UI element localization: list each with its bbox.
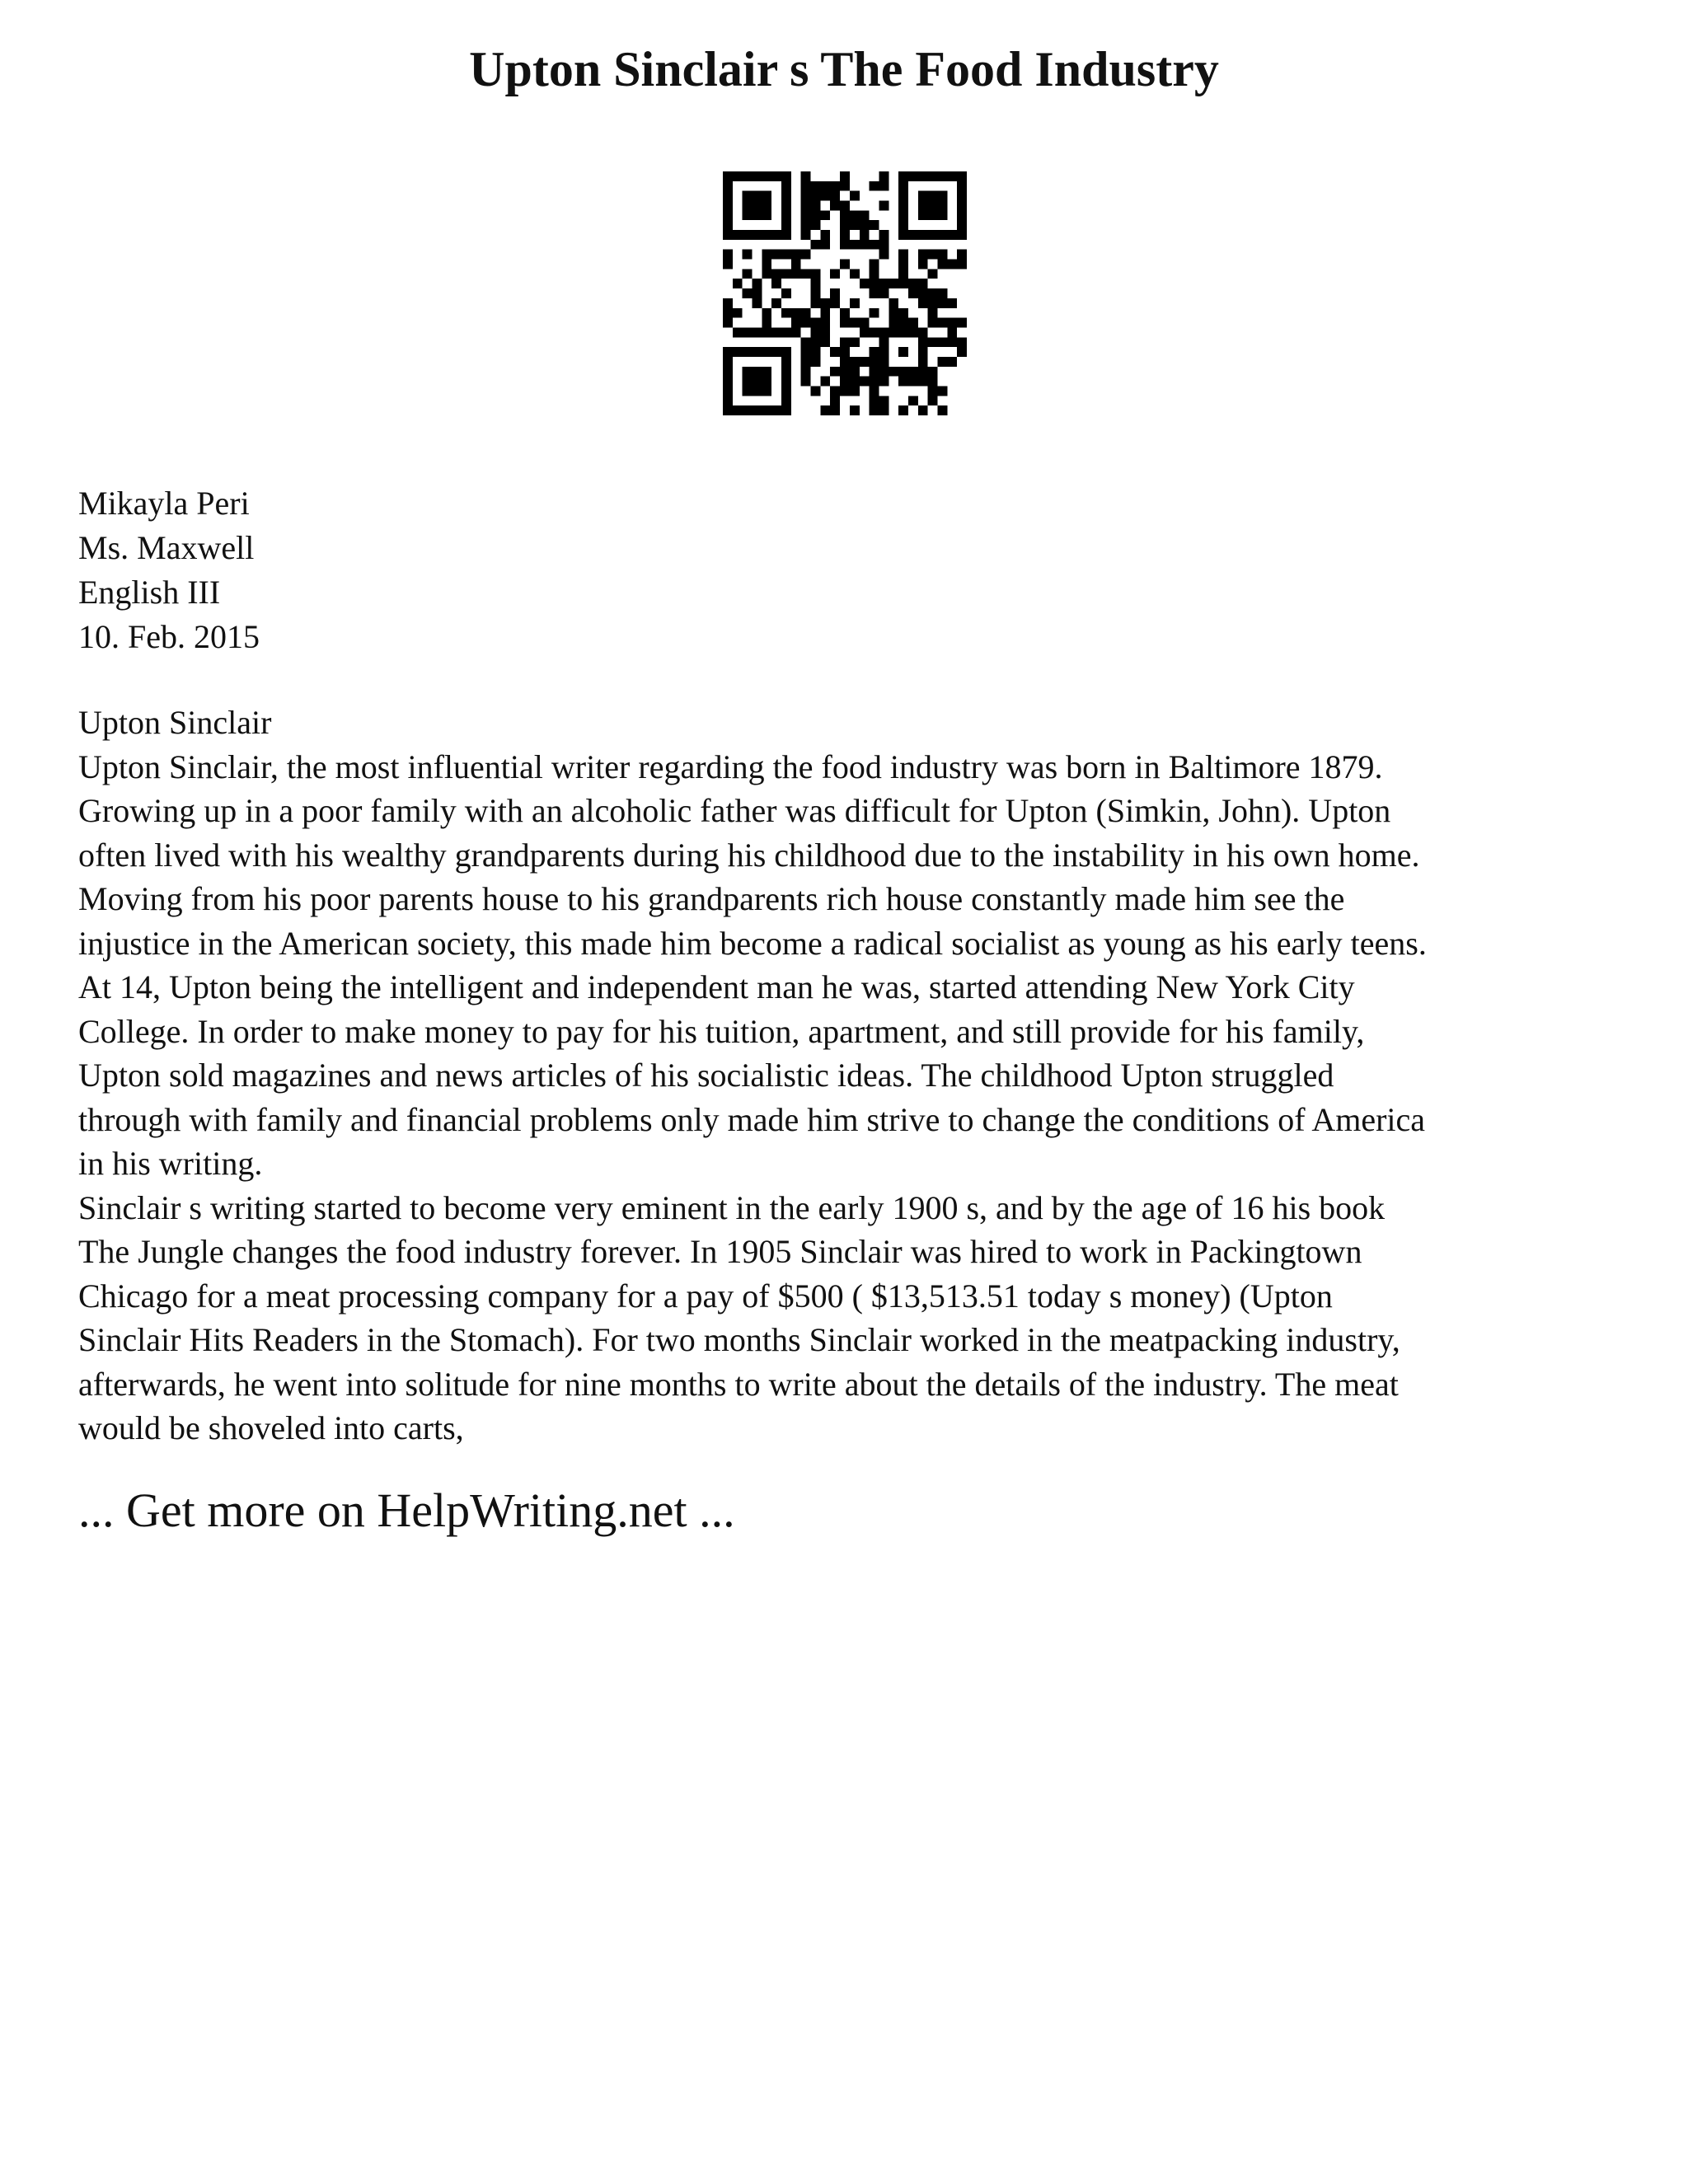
body-line: Sinclair Hits Readers in the Stomach). For two months Sinclair worked in the meatpacking industry, [78,1321,1400,1358]
body-line: through with family and financial problems only made him strive to change the conditions of America [78,1100,1426,1138]
body-line: would be shoveled into carts, [78,1409,464,1446]
body-line: Sinclair s writing started to become very eminent in the early 1900 s, and by the age of 16 his book [78,1188,1386,1226]
document-title: Upton Sinclair s The Food Industry [469,42,1219,96]
body-line: Upton Sinclair, the most influential writer regarding the food industry was born in Baltimore 1879. [78,748,1383,785]
get-more-link[interactable]: ... Get more on HelpWriting.net ... [78,1483,735,1537]
body-line: Moving from his poor parents house to his grandparents rich house constantly made him see the [78,880,1345,917]
document-date: 10. Feb. 2015 [78,618,260,655]
body-line: injustice in the American society, this made him become a radical socialist as young as his early teens. [78,924,1427,962]
body-line: The Jungle changes the food industry forever. In 1905 Sinclair was hired to work in Packingtown [78,1233,1362,1270]
body-line: Chicago for a meat processing company for a pay of $500 ( $13,513.51 today s money) (Upton [78,1277,1333,1315]
course-name: English III [78,574,221,611]
body-line: At 14, Upton being the intelligent and independent man he was, started attending New York City [78,968,1355,1005]
body-line: in his writing. [78,1145,263,1182]
body-line: afterwards, he went into solitude for nine months to write about the details of the industry. The meat [78,1365,1399,1403]
document-body [78,701,1628,1451]
body-line: Upton sold magazines and news articles of his socialistic ideas. The childhood Upton struggled [78,1057,1334,1094]
document-header [78,481,1611,659]
author-name: Mikayla Peri [78,485,250,522]
section-heading: Upton Sinclair [78,704,272,741]
body-line: College. In order to make money to pay for his tuition, apartment, and still provide for his family, [78,1012,1365,1050]
body-line: often lived with his wealthy grandparents during his childhood due to the instability in his own home. [78,836,1420,874]
teacher-name: Ms. Maxwell [78,529,255,566]
body-line: Growing up in a poor family with an alcoholic father was difficult for Upton (Simkin, John). Upton [78,792,1391,829]
qr-code-icon [723,171,967,415]
